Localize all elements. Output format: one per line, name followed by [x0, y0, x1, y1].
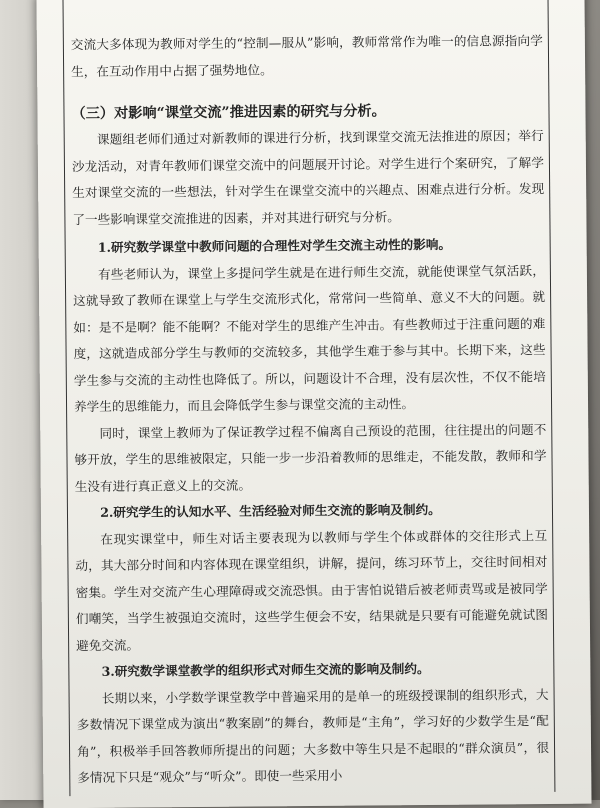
subheading-1: 1.研究数学课堂中教师问题的合理性对学生交流主动性的影响。 [97, 236, 452, 255]
paragraph-cognition: 在现实课堂中，师生对话主要表现为以教师与学生个体或群体的交往形式上互动，其大部分时间和内容体现在课堂组织，讲解，提问，练习环节上，交往时间相对密集。学生对交流产生心理障碍或交流恐惧。由于害怕说错后被老师责骂或是被同学们嘲笑，当学生被强迫交流时，这些学生便会不安，结果就是只要有可能避免就试图避免交流。 [75, 527, 548, 653]
section-title: （三）对影响“课堂交流”推进因素的研究与分析。 [71, 103, 386, 123]
document-page [36, 0, 591, 808]
paragraph-continued: 交流大多体现为教师对学生的“控制—服从”影响，教师常常作为唯一的信息源指向学生，在互动作用中占据了强势地位。 [70, 32, 543, 79]
paragraph-open-questions: 同时，课堂上教师为了保证教学过程不偏离自己预设的范围，往往提出的问题不够开放，学生的思维被限定，只能一步一步沿着教师的思维走，不能发散，教师和学生没有进行真正意义上的交流。 [74, 421, 547, 494]
subheading-3: 3.研究数学课堂教学的组织形式对师生交流的影响及制约。 [101, 661, 430, 679]
subheading-2: 2.研究学生的认知水平、生活经验对师生交流的影响及制约。 [100, 501, 441, 520]
paragraph-intro: 课题组老师们通过对新教师的课进行分析，找到课堂交流无法推进的原因；举行沙龙活动，对青年教师们课堂交流中的问题展开讨论。对学生进行个案研究，了解学生对课堂交流的一些想法，针对学生在课堂交流中的兴趣点、困难点进行分析。发现了一些影响课堂交流推进的因素，并对其进行研究与分析。 [71, 127, 545, 227]
paragraph-questions: 有些老师认为，课堂上多提问学生就是在进行师生交流，就能使课堂气氛活跃，这就导致了教师在课堂上与学生交流形式化，常常问一些简单、意义不大的问题。就如：是不是啊？能不能啊？不能对学生的思维产生冲击。有些教师过于注重问题的难度，这就造成部分学生与教师的交流较多，其他学生难于参与其中。长期下来，这些学生参与交流的主动性也降低了。所以，问题设计不合理，没有层次性，不仅不能培养学生的思维能力，而且会降低学生参与课堂交流的主动性。 [73, 262, 546, 415]
paragraph-organization: 长期以来，小学数学课堂教学中普遍采用的是单一的班级授课制的组织形式，大多数情况下课堂成为演出“教案剧”的舞台，教师是“主角”，学习好的少数学生是“配角”，积极举手回答教师所提出的问题；大多数中等生只是不起眼的“群众演员”，很多情况下只是“观众”与“听众”。即使一些采用小 [76, 686, 550, 786]
document-body [71, 28, 550, 792]
